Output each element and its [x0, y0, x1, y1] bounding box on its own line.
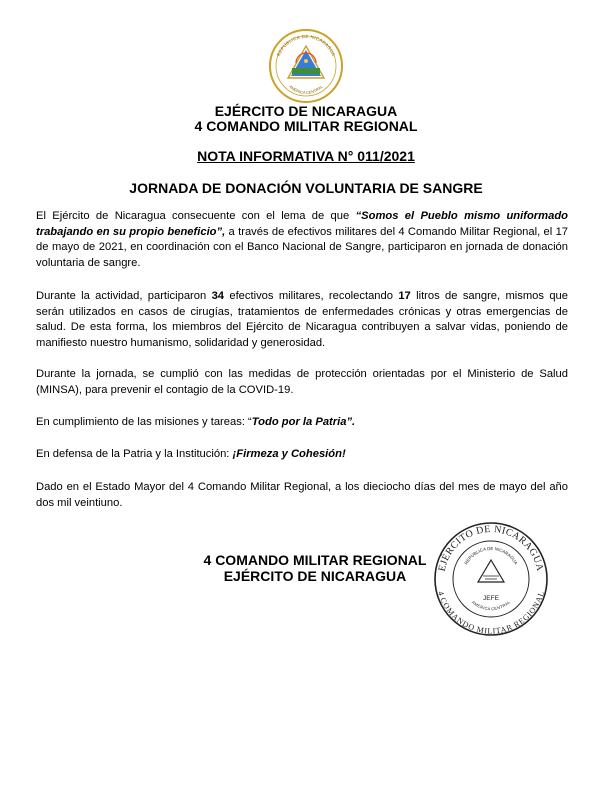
paragraph-1 — [36, 209, 568, 271]
svg-text:EJÉRCITO DE NICARAGUA: EJÉRCITO DE NICARAGUA — [436, 523, 546, 573]
nicaragua-coat-of-arms-seal — [268, 28, 344, 104]
paragraph-1-text-c: a través de efectivos militares del 4 Comando Militar Regional, el 17 de mayo de 2021, en coordinación con el Banco Nacional de Sangre, participaron en jornada de donación voluntaria de sangre. — [36, 225, 569, 269]
paragraph-1-motto: “Somos el Pueblo mismo uniformado trabajando en su propio beneficio”, — [36, 210, 568, 238]
svg-text:REPÚBLICA DE NICARAGUA: REPÚBLICA DE NICARAGUA — [463, 545, 519, 566]
paragraph-1-text-a: El Ejército de Nicaragua consecuente con el lema de que — [36, 210, 356, 222]
paragraph-4-motto: Todo por la Patria”. — [251, 416, 356, 428]
paragraph-2-text-e: litros de sangre, mismos que serán utilizados en casos de cirugías, tratamientos de enfermedades crónicas y otras emergencias de salud. De esta forma, los miembros del Ejército de Nicaragua contribuyen a salvar vidas, poniendo de manifiesto nuestro humanismo, solidaridad y generosidad. — [36, 290, 568, 349]
paragraph-3: Durante la jornada, se cumplió con las medidas de protección orientadas por el Ministerio de Salud (MINSA), para prevenir el contagio de la COVID-19. — [36, 368, 568, 396]
nota-informativa-title: NOTA INFORMATIVA N° 011/2021 — [197, 148, 415, 164]
signature-line1: 4 COMANDO MILITAR REGIONAL — [203, 552, 427, 568]
paragraph-2 — [36, 289, 568, 351]
paragraph-5-text-a: En defensa de la Patria y la Institución: — [36, 448, 233, 460]
official-stamp — [432, 520, 550, 638]
paragraph-2-text-a: Durante la actividad, participaron — [36, 290, 212, 302]
svg-text:4 COMANDO MILITAR REGIONAL: 4 COMANDO MILITAR REGIONAL — [436, 590, 546, 636]
paragraph-5 — [36, 447, 568, 463]
paragraph-2-count-liters: 17 — [398, 290, 411, 302]
paragraph-2-count-effectives: 34 — [211, 290, 225, 302]
signature-line2: EJÉRCITO DE NICARAGUA — [223, 568, 407, 584]
paragraph-2-text-c: efectivos militares, recolectando — [224, 290, 399, 302]
paragraph-5-motto: ¡Firmeza y Cohesión! — [232, 448, 346, 460]
document-headline: JORNADA DE DONACIÓN VOLUNTARIA DE SANGRE — [129, 180, 483, 196]
paragraph-6: Dado en el Estado Mayor del 4 Comando Militar Regional, a los dieciocho días del mes de mayo del año dos mil veintiuno. — [36, 481, 568, 509]
paragraph-4-text-a: En cumplimiento de las misiones y tareas: “ — [36, 416, 252, 428]
svg-text:REPÚBLICA DE NICARAGUA: REPÚBLICA DE NICARAGUA — [275, 33, 337, 58]
org-name-line2: 4 COMANDO MILITAR REGIONAL — [194, 118, 418, 134]
stamp-center-label: JEFE — [483, 595, 499, 602]
org-name-line1: EJÉRCITO DE NICARAGUA — [214, 103, 398, 119]
svg-text:AMÉRICA CENTRAL: AMÉRICA CENTRAL — [471, 599, 512, 612]
paragraph-4 — [36, 415, 568, 431]
svg-text:AMÉRICA CENTRAL: AMÉRICA CENTRAL — [288, 83, 324, 96]
